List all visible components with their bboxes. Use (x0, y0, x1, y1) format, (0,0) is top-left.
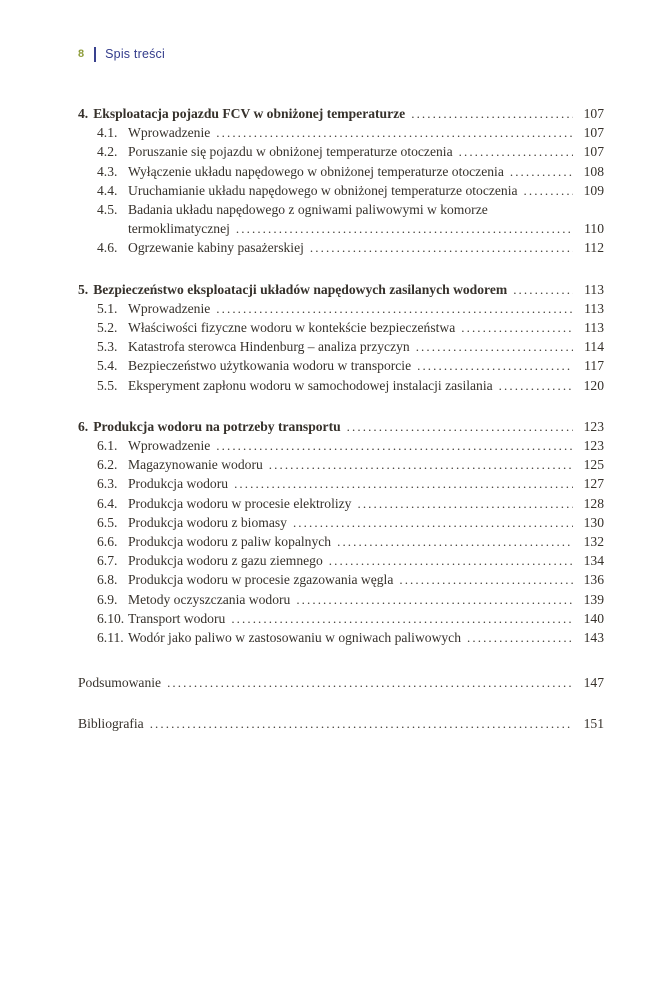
entry-page-number: 112 (584, 240, 604, 256)
entry-page-number: 108 (583, 163, 604, 179)
entry-number: 6.9. (97, 591, 118, 607)
entry-page-number: 130 (583, 514, 604, 530)
entry-title-line1: Badania układu napędowego z ogniwami paliwowymi w komorze (128, 202, 488, 218)
entry-number: 5.2. (97, 320, 118, 336)
entry-number: 6.4. (97, 495, 118, 511)
toc-entry (78, 356, 604, 375)
section-number: 6. (78, 418, 89, 434)
entry-title: Metody oczyszczania wodoru (128, 591, 291, 607)
section-number: 5. (78, 281, 89, 297)
entry-page-number: 127 (583, 476, 604, 492)
entry-number: 4.4. (97, 182, 118, 198)
entry-number: 6.5. (97, 514, 118, 530)
entry-title: Wprowadzenie (128, 438, 211, 454)
toc-entry (78, 200, 604, 219)
entry-title: Produkcja wodoru z gazu ziemnego (128, 553, 323, 569)
dot-leader (231, 609, 573, 628)
toc-entry (78, 162, 604, 181)
running-header-title: Spis treści (105, 47, 165, 61)
toc-section-6 (78, 417, 604, 647)
toc-entry (78, 337, 604, 356)
toc-entry (78, 551, 604, 570)
dot-leader (510, 162, 573, 181)
entry-page-number: 113 (584, 320, 604, 336)
toc-entry (78, 609, 604, 628)
toc-section-5 (78, 280, 604, 395)
section-page-number: 113 (584, 281, 604, 297)
dot-leader (234, 474, 573, 493)
entry-page-number: 107 (583, 125, 604, 141)
entry-number: 6.2. (97, 457, 118, 473)
entry-number: 6.11. (97, 630, 124, 646)
entry-title: Bezpieczeństwo użytkowania wodoru w transporcie (128, 358, 412, 374)
entry-number: 6.3. (97, 476, 118, 492)
entry-number: 4.1. (97, 125, 118, 141)
dot-leader (417, 356, 573, 375)
entry-page-number: 125 (583, 457, 604, 473)
page-header (78, 47, 165, 62)
toc-entry-bibliografia (78, 714, 604, 733)
entry-page-number: 117 (584, 358, 604, 374)
dot-leader (513, 280, 573, 299)
entry-title: Produkcja wodoru z biomasy (128, 514, 287, 530)
dot-leader (150, 714, 573, 733)
entry-number: 6.8. (97, 572, 118, 588)
entry-title: Produkcja wodoru z paliw kopalnych (128, 534, 332, 550)
dot-leader (399, 570, 573, 589)
toc-entry (78, 570, 604, 589)
entry-title: Wyłączenie układu napędowego w obniżonej temperaturze otoczenia (128, 163, 504, 179)
dot-leader (310, 238, 573, 257)
running-page-number: 8 (78, 48, 85, 60)
dot-leader (337, 532, 573, 551)
dot-leader (411, 104, 573, 123)
entry-title: Wprowadzenie (128, 300, 211, 316)
dot-leader (347, 417, 573, 436)
toc-section-heading (78, 417, 604, 436)
dot-leader (236, 219, 573, 238)
entry-title: Podsumowanie (78, 675, 162, 691)
entry-page-number: 151 (583, 716, 604, 732)
section-title: Produkcja wodoru na potrzeby transportu (93, 418, 341, 434)
section-page-number: 107 (583, 106, 604, 121)
entry-title: Produkcja wodoru (128, 476, 229, 492)
entry-page-number: 120 (583, 377, 604, 393)
toc-entry (78, 238, 604, 257)
entry-page-number: 109 (583, 182, 604, 198)
toc-entry (78, 474, 604, 493)
section-number: 4. (78, 106, 89, 121)
entry-page-number: 147 (583, 675, 604, 691)
entry-title: Właściwości fizyczne wodoru w kontekście bezpieczeństwa (128, 320, 456, 336)
entry-page-number: 107 (583, 144, 604, 160)
toc-entry (78, 513, 604, 532)
entry-title: Produkcja wodoru w procesie zgazowania węgla (128, 572, 394, 588)
toc-entry (78, 318, 604, 337)
entry-number: 4.2. (97, 144, 118, 160)
dot-leader (296, 590, 573, 609)
section-page-number: 123 (583, 418, 604, 434)
toc-entry (78, 436, 604, 455)
entry-title: Produkcja wodoru w procesie elektrolizy (128, 495, 352, 511)
dot-leader (459, 142, 573, 161)
section-title: Bezpieczeństwo eksploatacji układów napędowych zasilanych wodorem (93, 281, 508, 297)
toc-entry (78, 142, 604, 161)
toc-entry (78, 376, 604, 395)
entry-number: 5.1. (97, 300, 118, 316)
toc-section-heading (78, 104, 604, 123)
toc-entry (78, 455, 604, 474)
dot-leader (461, 318, 573, 337)
entry-page-number: 136 (583, 572, 604, 588)
entry-title: Bibliografia (78, 716, 144, 732)
entry-title: Poruszanie się pojazdu w obniżonej temperaturze otoczenia (128, 144, 453, 160)
dot-leader (357, 494, 573, 513)
entry-title: Eksperyment zapłonu wodoru w samochodowej instalacji zasilania (128, 377, 493, 393)
dot-leader (167, 673, 573, 692)
dot-leader (216, 436, 573, 455)
entry-number: 4.5. (97, 202, 118, 218)
dot-leader (416, 337, 573, 356)
toc-entry (78, 590, 604, 609)
header-divider (94, 47, 96, 62)
entry-page-number: 140 (583, 610, 604, 626)
toc-entry-podsumowanie (78, 673, 604, 692)
toc-entry (78, 123, 604, 142)
entry-page-number: 134 (583, 553, 604, 569)
toc-entry (78, 181, 604, 200)
entry-page-number: 128 (583, 495, 604, 511)
toc-entry-continuation (78, 219, 604, 238)
entry-title: Wprowadzenie (128, 125, 211, 141)
dot-leader (293, 513, 573, 532)
entry-number: 4.6. (97, 240, 118, 256)
table-of-contents (78, 104, 604, 734)
entry-title-line2: termoklimatycznej (128, 221, 230, 237)
entry-number: 6.7. (97, 553, 118, 569)
dot-leader (329, 551, 573, 570)
section-title: Eksploatacja pojazdu FCV w obniżonej temperaturze (93, 106, 406, 121)
entry-page-number: 113 (584, 300, 604, 316)
toc-section-heading (78, 280, 604, 299)
entry-page-number: 132 (583, 534, 604, 550)
dot-leader (499, 376, 573, 395)
entry-page-number: 114 (584, 339, 604, 355)
entry-title: Katastrofa sterowca Hindenburg – analiza przyczyn (128, 339, 410, 355)
entry-title: Transport wodoru (128, 610, 226, 626)
entry-title: Wodór jako paliwo w zastosowaniu w ogniwach paliwowych (128, 630, 462, 646)
dot-leader (524, 181, 573, 200)
entry-number: 6.1. (97, 438, 118, 454)
dot-leader (216, 299, 573, 318)
toc-entry (78, 299, 604, 318)
toc-entry (78, 628, 604, 647)
entry-number: 6.6. (97, 534, 118, 550)
toc-entry (78, 532, 604, 551)
entry-number: 5.4. (97, 358, 118, 374)
toc-section-4 (78, 104, 604, 258)
dot-leader (269, 455, 573, 474)
entry-number: 6.10. (97, 610, 125, 626)
entry-number: 5.3. (97, 339, 118, 355)
dot-leader (216, 123, 573, 142)
entry-page-number: 139 (583, 591, 604, 607)
entry-number: 5.5. (97, 377, 118, 393)
entry-title: Magazynowanie wodoru (128, 457, 263, 473)
entry-title: Uruchamianie układu napędowego w obniżonej temperaturze otoczenia (128, 182, 518, 198)
entry-page-number: 143 (583, 630, 604, 646)
toc-entry (78, 494, 604, 513)
entry-title: Ogrzewanie kabiny pasażerskiej (128, 240, 304, 256)
dot-leader (467, 628, 573, 647)
entry-page-number: 123 (583, 438, 604, 454)
entry-number: 4.3. (97, 163, 118, 179)
entry-page-number: 110 (584, 221, 604, 237)
